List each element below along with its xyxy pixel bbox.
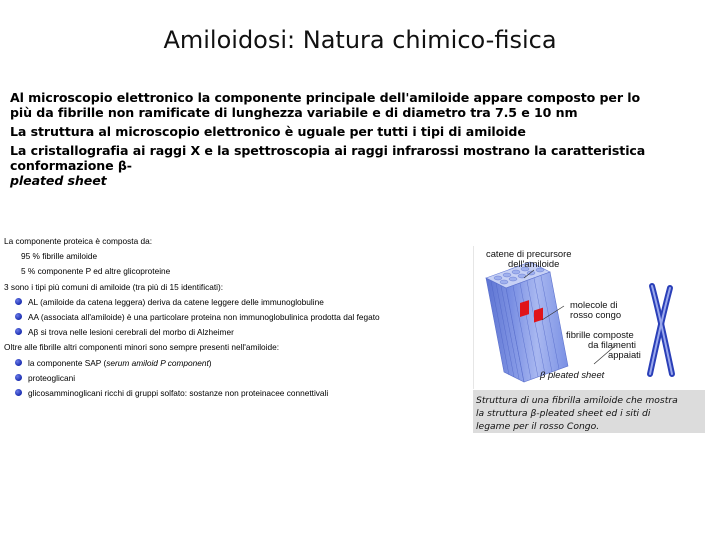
label-fibril xyxy=(566,330,641,360)
label-fibril-line-1: fibrille composte xyxy=(566,329,634,340)
list-item-text: proteoglicani xyxy=(28,372,76,383)
intro-paragraph-3 xyxy=(10,143,660,188)
list-item xyxy=(4,325,474,340)
list-item-text: Aβ si trova nelle lesioni cerebrali del morbo di Alzheimer xyxy=(28,327,234,338)
list-item-text: ) xyxy=(208,357,212,368)
list-item xyxy=(4,386,474,401)
fibril-filaments xyxy=(650,286,672,374)
list-item-text: la componente SAP ( xyxy=(28,357,107,368)
caption-line-2: la struttura β-pleated sheet ed i siti di xyxy=(476,408,651,419)
list-item xyxy=(4,234,474,249)
bullet-icon xyxy=(15,298,22,305)
list-item-text: 95 % fibrille amiloide xyxy=(21,251,98,262)
slide-title: Amiloidosi: Natura chimico-fisica xyxy=(163,26,557,54)
caption-line-1: Struttura di una fibrilla amiloide che mostra xyxy=(476,395,678,406)
list-item-text: glicosamminoglicani ricchi di gruppi solfato: sostanze non proteinacee connettivali xyxy=(28,387,329,398)
list-item xyxy=(4,371,474,386)
caption-line-3: legame per il rosso Congo. xyxy=(476,421,600,432)
list-item-text: 3 sono i tipi più comuni di amiloide (tra più di 15 identificati): xyxy=(4,281,224,292)
list-item xyxy=(4,280,474,295)
list-item xyxy=(4,264,474,279)
label-congo-red xyxy=(570,300,621,320)
label-congo-red-line-1: molecole di xyxy=(570,299,618,310)
list-item xyxy=(4,295,474,310)
list-item-text: La componente proteica è composta da: xyxy=(4,236,153,246)
intro-paragraph-3-text: La cristallografia ai raggi X e la spettroscopia ai raggi infrarossi mostrano la caratteristica conformazione β- xyxy=(10,143,646,173)
label-precursor xyxy=(486,249,571,269)
intro-paragraph-2: La struttura al microscopio elettronico è uguale per tutti i tipi di amiloide xyxy=(10,124,526,139)
intro-paragraph-3-italic: pleated sheet xyxy=(10,173,107,188)
bullet-icon xyxy=(15,313,22,320)
label-precursor-line-2: dell'amiloide xyxy=(508,258,560,269)
bullet-icon xyxy=(15,359,22,366)
bullet-icon xyxy=(15,389,22,396)
label-fibril-line-3: appaiati xyxy=(608,349,641,360)
bullet-icon xyxy=(15,328,22,335)
amyloid-fibril-figure xyxy=(473,246,687,389)
list-item xyxy=(4,310,474,325)
beta-sheet-block xyxy=(486,262,568,382)
list-item-text: 5 % componente P ed altre glicoproteine xyxy=(21,266,171,277)
label-beta-sheet: β pleated sheet xyxy=(540,369,605,380)
intro-paragraph-1: Al microscopio elettronico la componente principale dell'amiloide appare composto per lo più da fibrille non ramificate di lunghezza variabile e di diametro tra 7.5 e 10 nm xyxy=(10,90,641,120)
label-fibril-line-2: da filamenti xyxy=(588,339,636,350)
list-item-text: Oltre alle fibrille altri componenti minori sono sempre presenti nell'amiloide: xyxy=(4,342,280,353)
list-item xyxy=(4,340,474,355)
label-precursor-line-1: catene di precursore xyxy=(486,248,572,259)
list-item-text: AL (amiloide da catena leggera) deriva da catene leggere delle immunoglobuline xyxy=(28,296,324,307)
list-item xyxy=(4,249,474,264)
list-item-text: AA (associata all'amiloide) è una particolare proteina non immunoglobulinica prodotta dal fegato xyxy=(28,311,380,322)
label-congo-red-line-2: rosso congo xyxy=(570,309,622,320)
composition-list xyxy=(4,234,474,401)
list-item-italic: serum amiloid P component xyxy=(106,357,209,368)
figure-caption xyxy=(473,390,705,433)
list-item xyxy=(4,356,474,371)
intro-text xyxy=(10,90,660,192)
bullet-icon xyxy=(15,374,22,381)
